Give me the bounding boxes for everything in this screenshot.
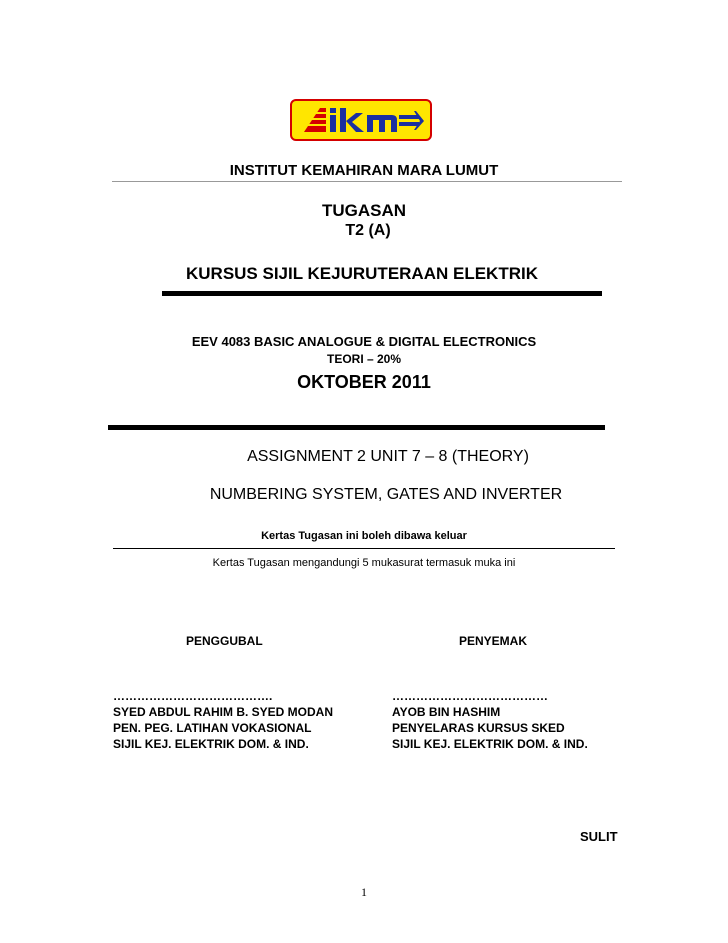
institute-name: INSTITUT KEMAHIRAN MARA LUMUT — [229, 162, 499, 179]
author-role-label: PENGGUBAL — [186, 634, 263, 648]
author-signature-block — [113, 688, 333, 752]
take-out-note: Kertas Tugasan ini boleh dibawa keluar — [261, 530, 467, 542]
document-code: T2 (A) — [345, 222, 391, 239]
ikm-logo-graphic — [290, 99, 432, 141]
course-name: KURSUS SIJIL KEJURUTERAAN ELEKTRIK — [185, 264, 538, 283]
reviewer-position: PENYELARAS KURSUS SKED — [392, 721, 565, 735]
divider-bar-top — [162, 291, 602, 296]
document-date: OKTOBER 2011 — [297, 372, 431, 392]
reviewer-name: AYOB BIN HASHIM — [392, 705, 501, 719]
author-name: SYED ABDUL RAHIM B. SYED MODAN — [113, 705, 334, 719]
author-department: SIJIL KEJ. ELEKTRIK DOM. & IND. — [113, 737, 309, 751]
note-rule — [113, 548, 615, 549]
reviewer-department: SIJIL KEJ. ELEKTRIK DOM. & IND. — [392, 737, 588, 751]
header-rule — [112, 181, 622, 182]
page-number: 1 — [361, 885, 367, 899]
signature-line: …………………………………. — [113, 689, 273, 703]
author-position: PEN. PEG. LATIHAN VOKASIONAL — [113, 721, 312, 735]
assignment-title: ASSIGNMENT 2 UNIT 7 – 8 (THEORY) — [247, 448, 529, 465]
assignment-topic: NUMBERING SYSTEM, GATES AND INVERTER — [209, 486, 563, 503]
classification-label: SULIT — [580, 829, 618, 844]
reviewer-role-label: PENYEMAK — [459, 634, 528, 648]
theory-weight: TEORI – 20% — [326, 352, 402, 366]
document-title: TUGASAN — [321, 201, 407, 220]
signature-line: ………………………………… — [392, 689, 548, 703]
page-count-note: Kertas Tugasan mengandungi 5 mukasurat termasuk muka ini — [212, 557, 516, 569]
divider-bar-bottom — [108, 425, 605, 430]
subject-title: EEV 4083 BASIC ANALOGUE & DIGITAL ELECTRONICS — [191, 334, 537, 349]
ikm-logo — [290, 99, 432, 141]
reviewer-signature-block — [392, 688, 588, 752]
